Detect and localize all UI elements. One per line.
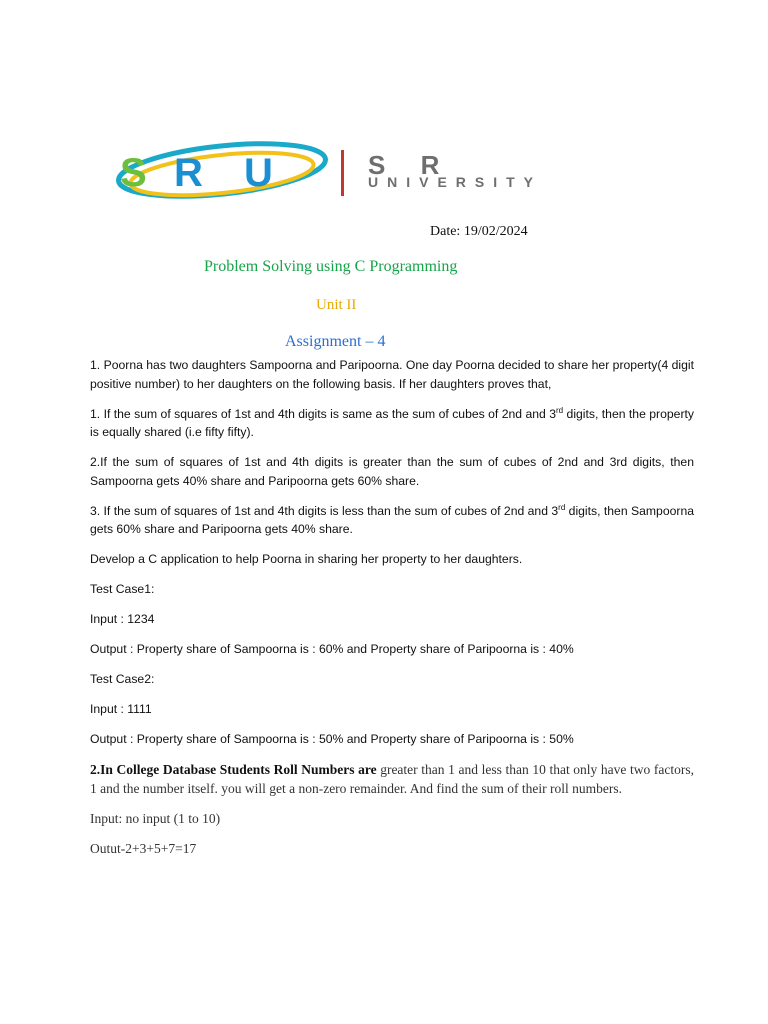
logo-letter-u: U — [244, 151, 273, 195]
test-case-2-label: Test Case2: — [90, 672, 155, 686]
test-case-1-input: Input : 1234 — [90, 612, 155, 626]
question-2-output: Outut-2+3+5+7=17 — [90, 841, 197, 856]
assignment-title: Assignment – 4 — [285, 333, 386, 350]
test-case-2-output: Output : Property share of Sampoorna is : 50% and Property share of Paripoorna is : 50% — [90, 732, 574, 746]
rule-1-superscript: rd — [556, 405, 564, 415]
question-1-rule-1 — [90, 405, 694, 442]
rule-1-text: 1. If the sum of squares of 1st and 4th digits is same as the sum of cubes of 2nd and 3 — [90, 406, 556, 421]
logo-name-line2: UNIVERSITY — [368, 174, 543, 190]
logo-name-line1: S R — [368, 150, 454, 180]
question-2-input: Input: no input (1 to 10) — [90, 811, 221, 826]
logo-letter-s: S — [120, 151, 147, 195]
question-1-intro: 1. Poorna has two daughters Sampoorna and Paripoorna. One day Poorna decided to share her property(4 digit positive number) to her daughters on the following basis. If her daughters proves that, — [90, 358, 694, 391]
test-case-1-output: Output : Property share of Sampoorna is : 60% and Property share of Paripoorna is : 40% — [90, 642, 574, 656]
sru-logo-graphic — [112, 140, 602, 206]
university-logo — [112, 140, 602, 206]
rule-3-superscript: rd — [558, 502, 566, 512]
question-2-text — [90, 760, 694, 798]
rule-3-text-end: digits, then Sampoorna gets 60% share and Paripoorna gets 40% share. — [90, 503, 695, 536]
question-1-rule-3 — [90, 502, 694, 539]
logo-letter-r: R — [174, 151, 203, 195]
question-1-rule-2: 2.If the sum of squares of 1st and 4th digits is greater than the sum of cubes of 2nd and 3rd digits, then Sampoorna gets 40% share and Paripoorna gets 60% share. — [90, 455, 694, 488]
unit-title: Unit II — [316, 297, 357, 313]
logo-swoosh-yellow — [129, 145, 316, 202]
question-1-section — [90, 356, 694, 760]
test-case-2-input: Input : 1111 — [90, 702, 152, 716]
test-case-1-label: Test Case1: — [90, 582, 155, 596]
question-2-heading: 2.In College Database Students Roll Numbers are — [90, 762, 377, 777]
rule-3-text: 3. If the sum of squares of 1st and 4th digits is less than the sum of cubes of 2nd and 3 — [90, 503, 559, 518]
document-date: Date: 19/02/2024 — [430, 224, 528, 239]
rule-1-text-end: digits, then the property is equally shared (i.e fifty fifty). — [90, 406, 694, 439]
course-title: Problem Solving using C Programming — [204, 258, 458, 275]
question-2-section — [90, 760, 694, 869]
question-2-body: greater than 1 and less than 10 that only have two factors, 1 and the number itself. you will get a non-zero remainder. And find the sum of their roll numbers. — [90, 762, 694, 796]
question-1-task: Develop a C application to help Poorna in sharing her property to her daughters. — [90, 552, 523, 566]
logo-divider — [341, 150, 344, 196]
